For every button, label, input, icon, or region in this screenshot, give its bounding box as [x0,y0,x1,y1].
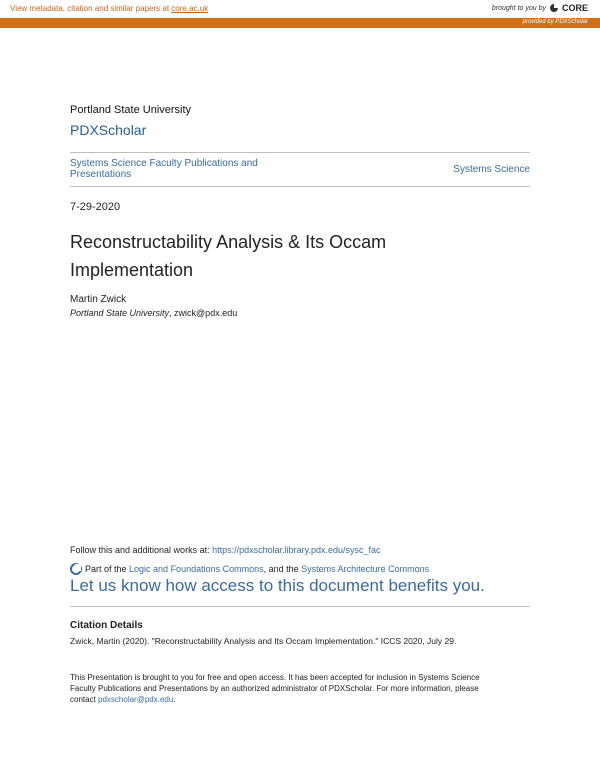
contact-email-link[interactable]: pdxscholar@pdx.edu [98,695,174,704]
systems-architecture-commons-link[interactable]: Systems Architecture Commons [301,564,430,574]
divider-access [70,606,530,607]
citation-text: Zwick, Martin (2020). "Reconstructability Analysis and Its Occam Implementation." ICCS 2020, July 29. [70,636,457,646]
repository-name[interactable]: PDXScholar [70,122,147,138]
metadata-prefix: View metadata, citation and similar papers at [10,4,172,13]
department-link[interactable]: Systems Science [453,164,530,175]
divider-top [70,152,530,153]
university-name: Portland State University [70,104,192,116]
license-text: This Presentation is brought to you for free and open access. It has been accepted for inclusion in Systems Science Faculty Publications and Presentations by an authorized administrator of PDXScholar. For more information, please contact [70,673,480,704]
brought-to-you-by [492,3,588,13]
provided-by[interactable]: provided by PDXScholar [522,19,588,25]
author-affiliation [70,308,237,318]
divider-bottom [70,186,530,187]
document-date: 7-29-2020 [70,201,121,213]
author-email: , zwick@pdx.edu [169,308,238,318]
author-name: Martin Zwick [70,294,127,305]
core-logo-icon [549,3,559,13]
part-of-middle: , and the [263,564,302,574]
provider-bar [0,18,600,28]
affiliation-name: Portland State University [70,308,170,318]
follow-line [70,545,381,555]
brought-to-you-text: brought to you by [491,4,546,12]
metadata-notice [10,4,208,13]
logic-foundations-commons-link[interactable]: Logic and Foundations Commons [129,564,264,574]
access-feedback-link[interactable]: Let us know how access to this document benefits you. [70,576,485,595]
license-statement [70,672,500,705]
document-title: Reconstructability Analysis & Its Occam Implementation [70,232,387,280]
license-end: . [173,695,176,704]
follow-prefix: Follow this and additional works at: [70,545,213,555]
citation-heading: Citation Details [70,620,143,631]
core-link[interactable]: core.ac.uk [171,4,209,13]
collection-url-link[interactable]: https://pdxscholar.library.pdx.edu/sysc_fac [212,545,381,555]
commons-icon [70,563,82,575]
core-brand[interactable]: CORE [561,3,588,13]
part-of-text [85,564,429,574]
collection-link[interactable]: Systems Science Faculty Publications and Presentations [70,158,258,180]
part-of-line [70,563,429,575]
part-of-prefix: Part of the [85,564,130,574]
core-top-bar [0,0,600,18]
